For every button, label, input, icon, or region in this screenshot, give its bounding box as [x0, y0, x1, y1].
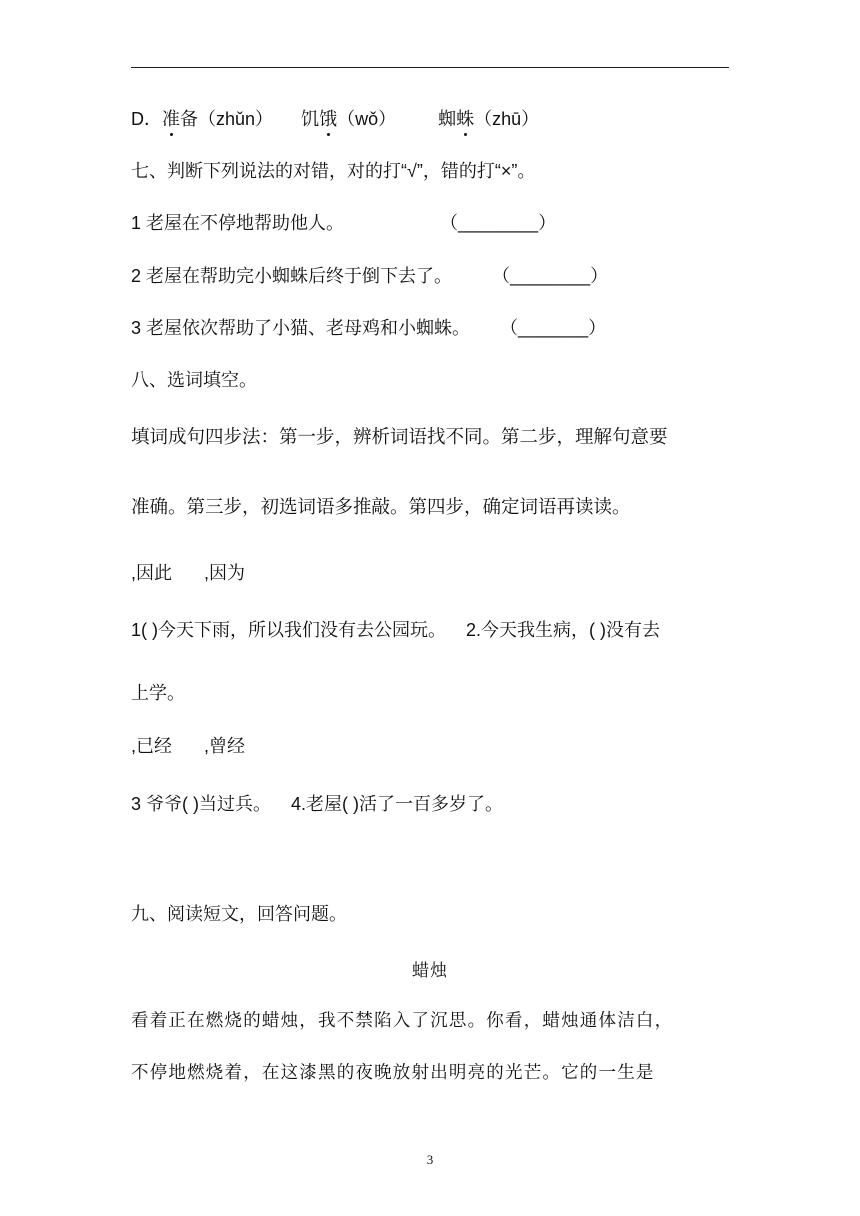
judge-item-text: 1 老屋在不停地帮助他人。	[131, 213, 345, 233]
fill-question-row-2	[131, 792, 503, 816]
option-d-line	[131, 107, 539, 131]
word2-dotted-char: 饿	[319, 109, 338, 129]
method-line-2: 准确。第三步，初选词语多推敲。第四步，确定词语再读读。	[131, 496, 631, 517]
section9-heading: 九、阅读短文，回答问题。	[131, 904, 347, 924]
judge-item-text: 2 老屋在帮助完小蜘蛛后终于倒下去了。	[131, 266, 453, 286]
passage-line-1: 看着正在燃烧的蜡烛，我不禁陷入了沉思。你看，蜡烛通体洁白，	[131, 1011, 674, 1031]
fill-question-row-1	[131, 618, 660, 642]
judge-item-2	[131, 264, 608, 288]
choice-word: ,已经	[131, 736, 173, 756]
word3-char: 蜘	[438, 109, 457, 129]
passage-line-2: 不停地燃烧着，在这漆黑的夜晚放射出明亮的光芒。它的一生是	[131, 1063, 655, 1083]
fill-question-4: 4.老屋( )活了一百多岁了。	[291, 794, 504, 814]
option-d-label: D．	[131, 109, 162, 129]
choice-word: ,因为	[204, 563, 246, 583]
judge-item-3	[131, 316, 606, 340]
word1-dotted-char: 准	[162, 109, 180, 129]
fill-question-3: 3 爷爷( )当过兵。	[131, 794, 272, 814]
section7-heading: 七、判断下列说法的对错，对的打“√”，错的打“×”。	[131, 161, 536, 181]
word1-char: 备	[180, 109, 198, 129]
word3-dotted-char: 蛛	[456, 109, 475, 129]
answer-blank[interactable]: （_______）	[500, 318, 607, 338]
choice-word: ,曾经	[204, 736, 246, 756]
answer-blank[interactable]: （________）	[440, 213, 557, 233]
page-number: 3	[426, 1152, 434, 1167]
judge-item-1	[131, 211, 556, 235]
passage-title: 蜡烛	[412, 961, 448, 981]
word-choice-group-2	[131, 734, 245, 758]
word-choice-group-1	[131, 561, 245, 585]
word2-pinyin: （wǒ）	[337, 109, 397, 129]
fill-question-2: 2.今天我生病，( )没有去	[466, 620, 661, 640]
header-rule	[131, 67, 729, 68]
word2-char: 饥	[301, 109, 320, 129]
section8-heading: 八、选词填空。	[131, 370, 257, 390]
judge-item-text: 3 老屋依次帮助了小猫、老母鸡和小蜘蛛。	[131, 318, 471, 338]
choice-word: ,因此	[131, 563, 173, 583]
answer-blank[interactable]: （________）	[492, 266, 609, 286]
method-line-1: 填词成句四步法：第一步，辨析词语找不同。第二步，理解句意要	[131, 426, 668, 447]
word3-pinyin: （zhū）	[474, 109, 540, 129]
word1-pinyin: （zhǔn）	[198, 109, 274, 129]
fill-question-1: 1( )今天下雨，所以我们没有去公园玩。	[131, 620, 446, 640]
fill-question-2-cont: 上学。	[131, 683, 185, 703]
